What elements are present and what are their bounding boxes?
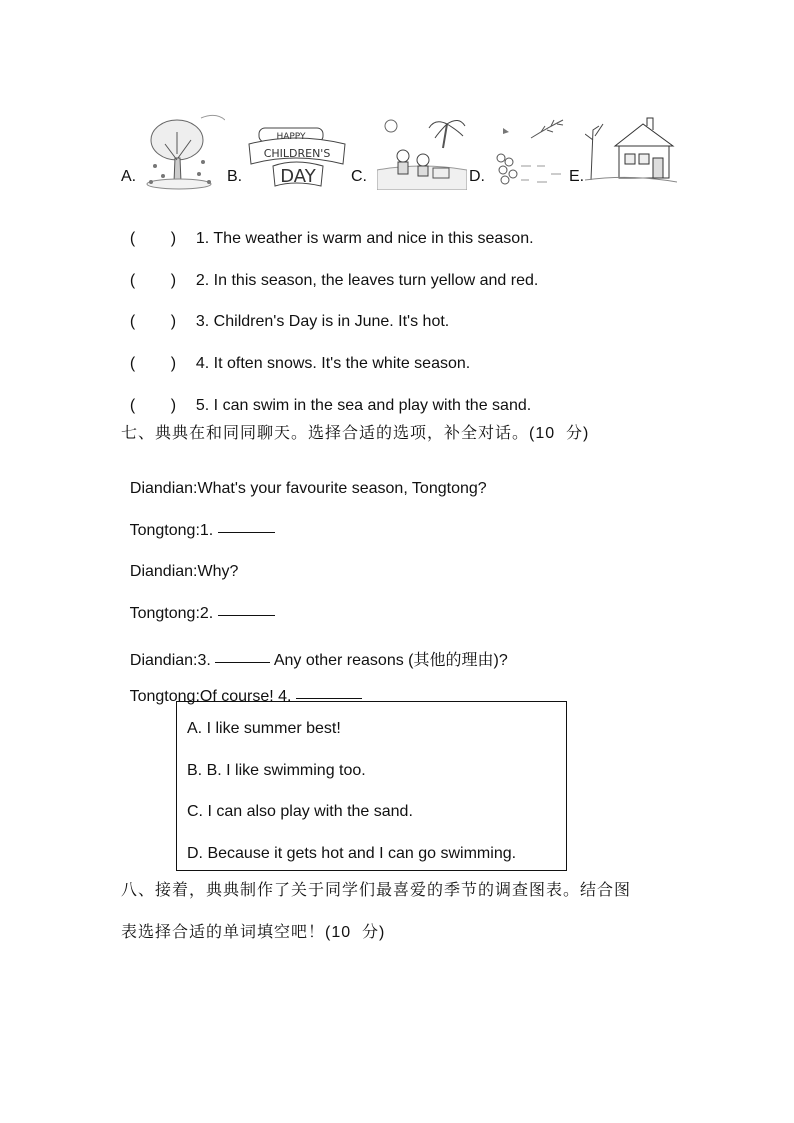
question-5 — [121, 379, 531, 415]
question-1 — [121, 212, 534, 248]
options-box — [176, 701, 567, 871]
answer-blank-2[interactable]: ( ) — [129, 272, 177, 289]
section-8-title-line-2: 表选择合适的单词填空吧！(10 分) — [121, 924, 386, 941]
answer-blank-3[interactable]: ( ) — [129, 313, 177, 330]
question-4-text: 4. It often snows. It's the white season. — [195, 355, 471, 372]
speaker-tongtong: Tongtong: — [129, 688, 200, 705]
question-3 — [121, 295, 449, 331]
option-item-d: D. Because it gets hot and I can go swimming. — [187, 845, 517, 862]
dialog-line-1 — [121, 462, 487, 498]
section-8-title-line-1: 八、接着，典典制作了关于同学们最喜爱的季节的调查图表。结合图 — [121, 882, 632, 899]
question-5-text: 5. I can swim in the sea and play with the sand. — [195, 397, 532, 414]
dialog-text-1: What's your favourite season, Tongtong? — [197, 480, 487, 497]
dialog-blank-1[interactable] — [218, 531, 275, 533]
option-item-a: A. I like summer best! — [187, 720, 341, 737]
speaker-diandian: Diandian: — [129, 480, 198, 497]
dialog-blank-4[interactable] — [296, 697, 362, 699]
option-b-letter: B. — [227, 168, 243, 185]
option-item-b: B. B. I like swimming too. — [187, 762, 366, 779]
dialog-text-3: Why? — [197, 563, 239, 580]
option-a-letter: A. — [121, 168, 137, 185]
speaker-diandian: Diandian: — [129, 563, 198, 580]
question-3-text: 3. Children's Day is in June. It's hot. — [195, 313, 450, 330]
dialog-blank-3[interactable] — [215, 661, 270, 663]
option-b — [227, 106, 347, 190]
option-c-letter: C. — [351, 168, 367, 185]
dialog-line-3 — [121, 545, 238, 581]
question-4 — [121, 337, 470, 373]
dialog-text-6: Of course! 4. — [199, 688, 296, 705]
banner-childrens-text: CHILDREN'S — [263, 147, 331, 160]
option-e — [569, 106, 681, 190]
beach-children-picture — [377, 114, 467, 190]
option-c — [351, 106, 471, 190]
dialog-blank-2[interactable] — [218, 614, 275, 616]
option-item-c: C. I can also play with the sand. — [187, 803, 413, 820]
dialog-line-5 — [121, 629, 508, 670]
banner-happy-text: HAPPY — [276, 132, 306, 142]
childrens-day-banner-picture — [245, 122, 349, 188]
winter-house-picture — [585, 110, 677, 190]
option-d — [469, 106, 581, 190]
dialog-line-4 — [121, 587, 275, 623]
section-7-title: 七、典典在和同同聊天。选择合适的选项，补全对话。(10 分) — [121, 425, 590, 442]
question-2 — [121, 254, 538, 290]
option-e-letter: E. — [569, 168, 585, 185]
banner-day-text: DAY — [280, 166, 316, 187]
speaker-tongtong: Tongtong: — [129, 522, 200, 539]
answer-blank-5[interactable]: ( ) — [129, 397, 177, 414]
question-2-text: 2. In this season, the leaves turn yellow and red. — [195, 272, 539, 289]
dialog-line-2 — [121, 504, 275, 540]
answer-blank-1[interactable]: ( ) — [129, 230, 177, 247]
option-d-letter: D. — [469, 168, 485, 185]
spring-flowers-picture — [491, 118, 569, 190]
dialog-text-4: 2. — [199, 605, 218, 622]
dialog-text-5: 3. — [197, 652, 216, 669]
dialog-text-5-after: Any other reasons (其他的理由)? — [270, 652, 508, 669]
speaker-diandian: Diandian: — [129, 652, 198, 669]
dialog-text-2: 1. — [199, 522, 218, 539]
answer-blank-4[interactable]: ( ) — [129, 355, 177, 372]
autumn-tree-picture — [141, 110, 225, 190]
picture-options-row — [121, 106, 681, 190]
question-1-text: 1. The weather is warm and nice in this season. — [195, 230, 534, 247]
option-a — [121, 106, 231, 190]
speaker-tongtong: Tongtong: — [129, 605, 200, 622]
